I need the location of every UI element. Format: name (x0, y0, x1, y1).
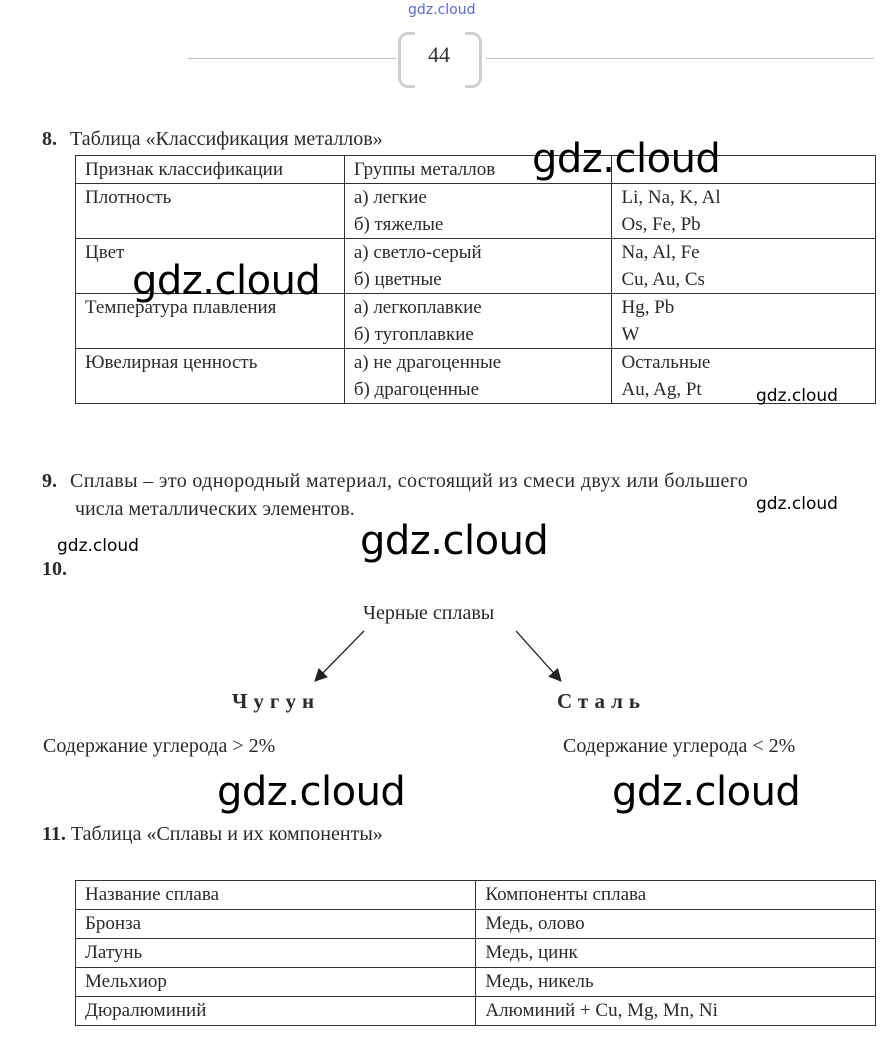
header-cell: Группы металлов (344, 156, 612, 184)
metals-line: Os, Fe, Pb (621, 214, 701, 235)
q10-number-label: 10. (42, 558, 67, 580)
table-row (76, 939, 876, 968)
q11-heading (42, 823, 383, 846)
alloy-components-cell: Алюминий + Cu, Mg, Mn, Ni (476, 997, 876, 1026)
feature-cell: Ювелирная ценность (76, 349, 345, 404)
feature-cell: Цвет (76, 239, 345, 294)
alloys-components-table (75, 880, 876, 1026)
alloy-components-cell: Медь, олово (476, 910, 876, 939)
group-line: а) легкие (353, 187, 427, 208)
alloy-components-cell: Медь, никель (476, 968, 876, 997)
table-row (76, 997, 876, 1026)
alloy-name-cell: Мельхиор (76, 968, 476, 997)
alloy-components-cell: Медь, цинк (476, 939, 876, 968)
header-cell: Компоненты сплава (476, 881, 876, 910)
q11-title: Таблица «Сплавы и их компоненты» (70, 823, 383, 845)
cast-iron-carbon-note: Содержание углерода > 2% (43, 735, 276, 757)
arrow-to-cast-iron (316, 631, 364, 680)
group-line: б) драгоценные (353, 379, 480, 400)
alloy-name-cell: Дюралюминий (76, 997, 476, 1026)
watermark-overlay: gdz.cloud (132, 258, 321, 304)
alloy-name-cell: Бронза (76, 910, 476, 939)
metals-line: Au, Ag, Pt (621, 379, 702, 400)
metals-line: Cu, Au, Cs (621, 269, 705, 290)
steel-carbon-note: Содержание углерода < 2% (563, 735, 796, 757)
q11-number: 11. (42, 823, 66, 845)
feature-cell: Плотность (76, 184, 345, 239)
metals-line: Na, Al, Fe (621, 242, 700, 263)
group-line: б) тугоплавкие (353, 324, 474, 345)
q9-number: 9. (42, 470, 57, 492)
page-number: 44 (428, 42, 450, 67)
watermark-overlay: gdz.cloud (532, 136, 721, 182)
watermark-overlay: gdz.cloud (217, 769, 406, 815)
group-line: а) не драгоценные (353, 352, 502, 373)
alloy-name-cell: Латунь (76, 939, 476, 968)
table-row (76, 881, 876, 910)
steel-title: Сталь (557, 689, 647, 713)
watermark-overlay: gdz.cloud (756, 386, 838, 406)
header-cell: Название сплава (76, 881, 476, 910)
metals-line: W (621, 324, 640, 345)
watermark-overlay: gdz.cloud (612, 769, 801, 815)
watermark-overlay: gdz.cloud (756, 494, 838, 514)
q9-line1: Сплавы – это однородный материал, состоящий из смеси двух или большего (70, 470, 749, 492)
watermark-top: gdz.cloud (408, 2, 476, 18)
header-cell: Признак классификации (76, 156, 345, 184)
alloy-root-label: Черные сплавы (363, 602, 495, 624)
table-row (76, 968, 876, 997)
metals-line: Li, Na, K, Al (621, 187, 721, 208)
group-line: б) тяжелые (353, 214, 444, 235)
group-line: а) светло-серый (353, 242, 482, 263)
feature-cell: Температура плавления (76, 294, 345, 349)
watermark-overlay: gdz.cloud (57, 536, 139, 556)
table-row (76, 910, 876, 939)
arrow-to-steel (516, 631, 560, 680)
metals-line: Hg, Pb (621, 297, 675, 318)
metals-line: Остальные (621, 352, 711, 373)
cast-iron-title: Чугун (232, 689, 321, 713)
group-line: б) цветные (353, 269, 442, 290)
watermark-overlay: gdz.cloud (360, 518, 549, 564)
q8-title: Таблица «Классификация металлов» (70, 128, 383, 150)
group-line: а) легкоплавкие (353, 297, 482, 318)
q9-line2: числа металлических элементов. (75, 498, 355, 520)
q8-number: 8. (42, 128, 57, 150)
